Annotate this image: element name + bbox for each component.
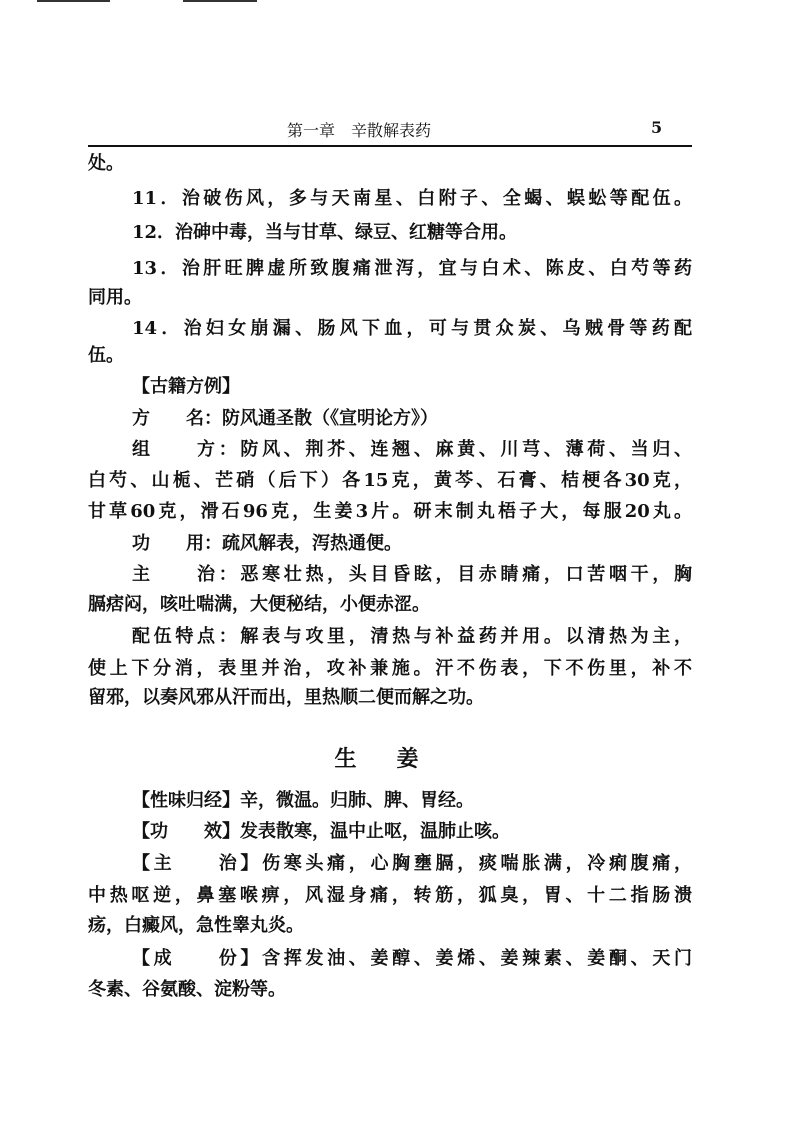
body-line: 【性味归经】辛，微温。归肺、脾、胃经。 — [132, 790, 474, 811]
body-line: 主 治：恶寒壮热，头目昏眩，目赤睛痛，口苦咽干，胸 — [132, 564, 692, 585]
scan-edge-mark — [37, 0, 110, 2]
body-line: 伍。 — [88, 345, 124, 366]
body-line: 【主 治】伤寒头痛，心胸壅膈，痰喘胀满，冷痢腹痛， — [132, 853, 692, 874]
body-line: 13．治肝旺脾虚所致腹痛泄泻，宜与白术、陈皮、白芍等药 — [132, 258, 692, 279]
body-line: 功 用：疏风解表，泻热通便。 — [132, 533, 402, 554]
section-label: 【古籍方例】 — [132, 376, 240, 397]
body-line: 冬素、谷氨酸、淀粉等。 — [88, 979, 286, 1000]
body-line: 方 名：防风通圣散（《宣明论方》） — [132, 408, 438, 429]
body-line: 处。 — [88, 153, 124, 174]
body-line: 膈痞闷，咳吐喘满，大便秘结，小便赤涩。 — [88, 594, 430, 615]
scan-edge-mark — [183, 0, 257, 2]
body-line: 同用。 — [88, 287, 142, 308]
body-line: 疡，白癜风，急性睾丸炎。 — [88, 915, 304, 936]
running-header-chapter: 第一章 辛散解表药 — [287, 121, 432, 140]
section-title: 生姜 — [334, 746, 459, 772]
body-line: 甘草60克，滑石96克，生姜3片。研末制丸梧子大，每服20丸。 — [88, 501, 692, 522]
header-rule — [88, 145, 692, 147]
body-line: 配伍特点：解表与攻里，清热与补益药并用。以清热为主， — [132, 626, 692, 647]
page-number: 5 — [651, 118, 663, 137]
body-line: 11．治破伤风，多与天南星、白附子、全蝎、蜈蚣等配伍。 — [132, 188, 692, 209]
body-line: 14．治妇女崩漏、肠风下血，可与贯众炭、乌贼骨等药配 — [132, 318, 692, 339]
body-line: 【功 效】发表散寒，温中止呕，温肺止咳。 — [132, 821, 510, 842]
body-line: 留邪，以奏风邪从汗而出，里热顺二便而解之功。 — [88, 687, 484, 708]
body-line: 组 方：防风、荆芥、连翘、麻黄、川芎、薄荷、当归、 — [132, 439, 692, 460]
body-line: 使上下分消，表里并治，攻补兼施。汗不伤表，下不伤里，补不 — [88, 658, 692, 679]
body-line: 白芍、山栀、芒硝（后下）各15克，黄芩、石膏、桔梗各30克， — [88, 470, 692, 491]
body-line: 【成 份】含挥发油、姜醇、姜烯、姜辣素、姜酮、天门 — [132, 948, 692, 969]
body-line: 中热呕逆，鼻塞喉痹，风湿身痛，转筋，狐臭，胃、十二指肠溃 — [88, 885, 692, 906]
body-line: 12．治砷中毒，当与甘草、绿豆、红糖等合用。 — [132, 222, 518, 243]
